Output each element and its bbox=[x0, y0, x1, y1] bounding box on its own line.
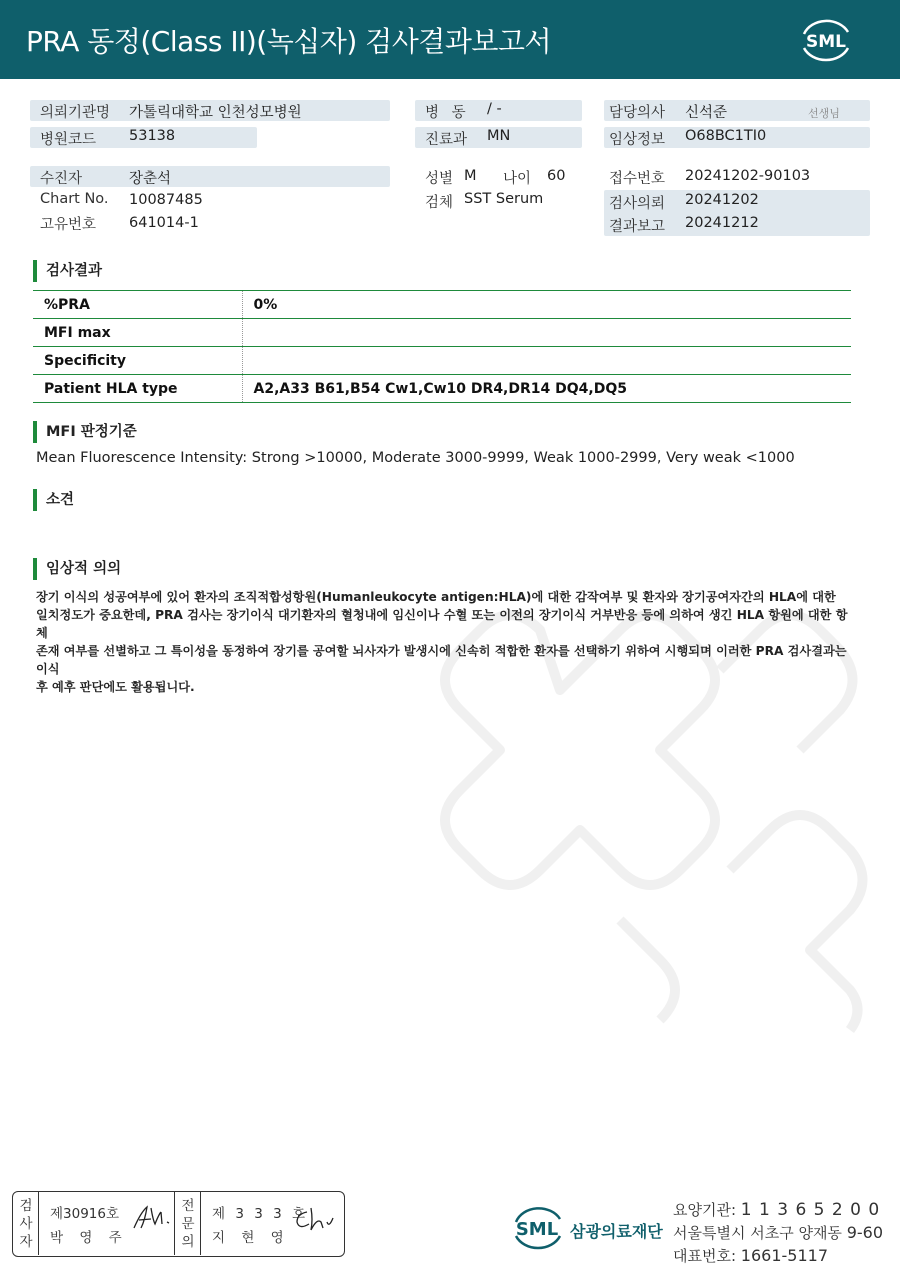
table-row bbox=[33, 319, 851, 347]
ward-label: 병 동 bbox=[425, 105, 470, 121]
svg-text:SML: SML bbox=[806, 32, 846, 52]
result-value bbox=[242, 347, 851, 375]
clinical-info-label: 임상정보 bbox=[609, 132, 666, 148]
report-date-label: 결과보고 bbox=[609, 219, 666, 235]
mfi-criteria-text: Mean Fluorescence Intensity: Strong >10000, Moderate 3000-9999, Weak 1000-2999, Very weak <1000 bbox=[36, 450, 795, 466]
specimen-value: SST Serum bbox=[464, 191, 544, 207]
examiner-vertical-label: 검 사 자 bbox=[19, 1198, 33, 1250]
footer-address: 서울특별시 서초구 양재동 9-60 bbox=[673, 1223, 884, 1242]
patient-label: 수진자 bbox=[40, 171, 83, 187]
clinical-text bbox=[36, 588, 851, 696]
institution-value: 가톨릭대학교 인천성모병원 bbox=[129, 105, 302, 121]
examiner-name: 박 영 주 bbox=[50, 1230, 128, 1246]
sex-label: 성별 bbox=[425, 171, 454, 187]
dept-value: MN bbox=[487, 128, 511, 144]
clinical-line: 일치정도가 중요한데, PRA 검사는 장기이식 대기환자의 혈청내에 임신이나 수혈 또는 이전의 장기이식 거부반응 등에 의하여 생긴 HLA 항원에 대한 항체 bbox=[36, 608, 848, 640]
doctor-value: 신석준 bbox=[685, 105, 728, 121]
footer-org-name: 삼광의료재단 bbox=[570, 1222, 663, 1241]
report-date-value: 20241212 bbox=[685, 215, 759, 231]
table-row bbox=[33, 291, 851, 319]
clinical-heading: 임상적 의의 bbox=[33, 558, 121, 580]
footer-phone: 대표번호: 1661-5117 bbox=[673, 1246, 829, 1265]
clinical-line: 장기 이식의 성공여부에 있어 환자의 조직적합성항원(Humanleukocyte antigen:HLA)에 대한 감작여부 및 환자와 장기공여자간의 HLA에 대한 bbox=[36, 590, 836, 604]
footer-institution-code: 요양기관: 1 1 3 6 5 2 0 0 bbox=[673, 1200, 881, 1220]
id-label: 고유번호 bbox=[40, 217, 97, 233]
age-value: 60 bbox=[547, 168, 566, 184]
result-key: MFI max bbox=[33, 319, 242, 347]
signature-box bbox=[12, 1191, 345, 1257]
result-value: A2,A33 B61,B54 Cw1,Cw10 DR4,DR14 DQ4,DQ5 bbox=[242, 375, 851, 403]
request-label: 검사의뢰 bbox=[609, 196, 666, 212]
clinical-line: 존재 여부를 선별하고 그 특이성을 동정하여 장기를 공여할 뇌사자가 발생시에 신속히 적합한 환자를 선택하기 위하여 시행되며 이러한 PRA 검사결과는 이식 bbox=[36, 644, 847, 676]
sex-value: M bbox=[464, 168, 477, 184]
institution-label: 의뢰기관명 bbox=[40, 105, 111, 121]
results-table bbox=[33, 290, 851, 403]
clinical-info-value: O68BC1TI0 bbox=[685, 128, 767, 144]
clinical-line: 후 예후 판단에도 활용됩니다. bbox=[36, 680, 195, 694]
receipt-label: 접수번호 bbox=[609, 171, 666, 187]
result-value bbox=[242, 319, 851, 347]
results-heading: 검사결과 bbox=[33, 260, 102, 282]
patient-value: 장춘석 bbox=[129, 171, 172, 187]
examiner-license-no: 제30916호 bbox=[50, 1206, 120, 1222]
sml-logo-icon bbox=[798, 14, 854, 66]
report-title: PRA 동정(Class II)(녹십자) 검사결과보고서 bbox=[26, 25, 552, 58]
request-value: 20241202 bbox=[685, 192, 759, 208]
table-row bbox=[33, 375, 851, 403]
doctor-label: 담당의사 bbox=[609, 105, 666, 121]
footer-sml-logo-icon bbox=[510, 1200, 566, 1254]
ward-value: / - bbox=[487, 101, 502, 117]
specialist-name: 지 현 영 bbox=[212, 1230, 290, 1246]
result-key: Patient HLA type bbox=[33, 375, 242, 403]
hospital-code-label: 병원코드 bbox=[40, 132, 97, 148]
result-value: 0% bbox=[242, 291, 851, 319]
age-label: 나이 bbox=[503, 171, 532, 187]
mfi-heading: MFI 판정기준 bbox=[33, 421, 137, 443]
doctor-suffix: 선생님 bbox=[808, 107, 840, 120]
result-key: %PRA bbox=[33, 291, 242, 319]
table-row bbox=[33, 347, 851, 375]
patient-row bbox=[30, 166, 390, 187]
examiner-signature-icon bbox=[131, 1202, 175, 1232]
opinion-heading: 소견 bbox=[33, 489, 74, 511]
receipt-value: 20241202-90103 bbox=[685, 168, 811, 184]
chart-value: 10087485 bbox=[129, 192, 203, 208]
dept-label: 진료과 bbox=[425, 132, 468, 148]
id-value: 641014-1 bbox=[129, 215, 199, 231]
chart-label: Chart No. bbox=[40, 191, 109, 207]
specialist-signature-icon bbox=[293, 1204, 337, 1234]
specialist-license-no: 제 3 3 3 호 bbox=[212, 1206, 309, 1222]
specimen-label: 검체 bbox=[425, 195, 454, 211]
result-key: Specificity bbox=[33, 347, 242, 375]
hospital-code-value: 53138 bbox=[129, 128, 176, 144]
svg-text:SML: SML bbox=[515, 1219, 559, 1240]
specialist-vertical-label: 전 문 의 bbox=[181, 1198, 195, 1250]
report-header bbox=[0, 0, 900, 79]
